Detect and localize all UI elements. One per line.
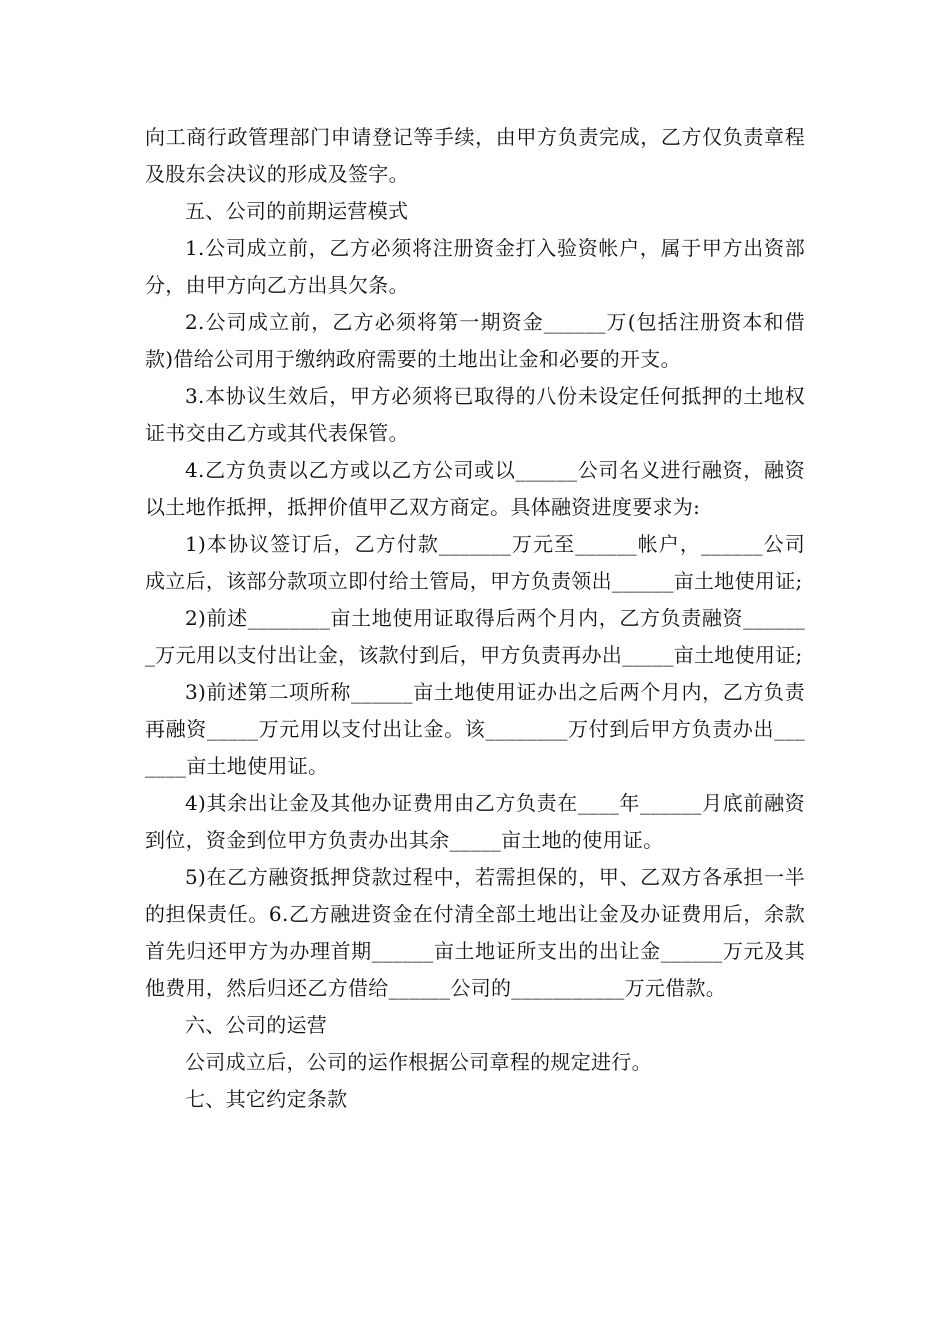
clause-5-4-item-1: 1)本协议签订后，乙方付款_______万元至______帐户，______公司成立后，该部分款项立即付给土管局，甲方负责领出______亩土地使用证; [145,532,805,593]
clause-5-4-item-2: 2)前述________亩土地使用证取得后两个月内，乙方负责融资_______万元用以支付出让金，该款付到后，甲方负责再办出_____亩土地使用证; [145,606,805,667]
clause-5-4: 4.乙方负责以乙方或以乙方公司或以______公司名义进行融资，融资以土地作抵押，抵押价值甲乙双方商定。具体融资进度要求为: [145,458,805,519]
clause-5-4-item-4: 4)其余出让金及其他办证费用由乙方负责在____年______月底前融资到位，资金到位甲方负责办出其余_____亩土地的使用证。 [145,791,805,852]
clause-5-1: 1.公司成立前，乙方必须将注册资金打入验资帐户，属于甲方出资部分，由甲方向乙方出具欠条。 [145,236,805,297]
section-heading-6: 六、公司的运营 [185,1013,328,1037]
section-heading-7: 七、其它约定条款 [185,1087,348,1111]
clause-5-2: 2.公司成立前，乙方必须将第一期资金______万(包括注册资本和借款)借给公司用于缴纳政府需要的土地出让金和必要的开支。 [145,310,805,371]
clause-5-4-item-5: 5)在乙方融资抵押贷款过程中，若需担保的，甲、乙双方各承担一半的担保责任。6.乙方融进资金在付清全部土地出让金及办证费用后，余款首先归还甲方为办理首期______亩土地证所支出的出让金______万元及其他费用，然后归还乙方借给______公司的___________万元借款。 [145,865,805,1000]
clause-5-4-item-3: 3)前述第二项所称______亩土地使用证办出之后两个月内，乙方负责再融资_____万元用以支付出让金。该________万付到后甲方负责办出_______亩土地使用证。 [145,680,805,778]
clause-6-body: 公司成立后，公司的运作根据公司章程的规定进行。 [185,1050,652,1074]
section-heading-5: 五、公司的前期运营模式 [185,199,409,223]
paragraph-registration-continued: 向工商行政管理部门申请登记等手续，由甲方负责完成，乙方仅负责章程及股东会决议的形成及签字。 [145,125,805,186]
document-body [145,119,805,1118]
clause-5-3: 3.本协议生效后，甲方必须将已取得的八份未设定任何抵押的土地权证书交由乙方或其代表保管。 [145,384,805,445]
